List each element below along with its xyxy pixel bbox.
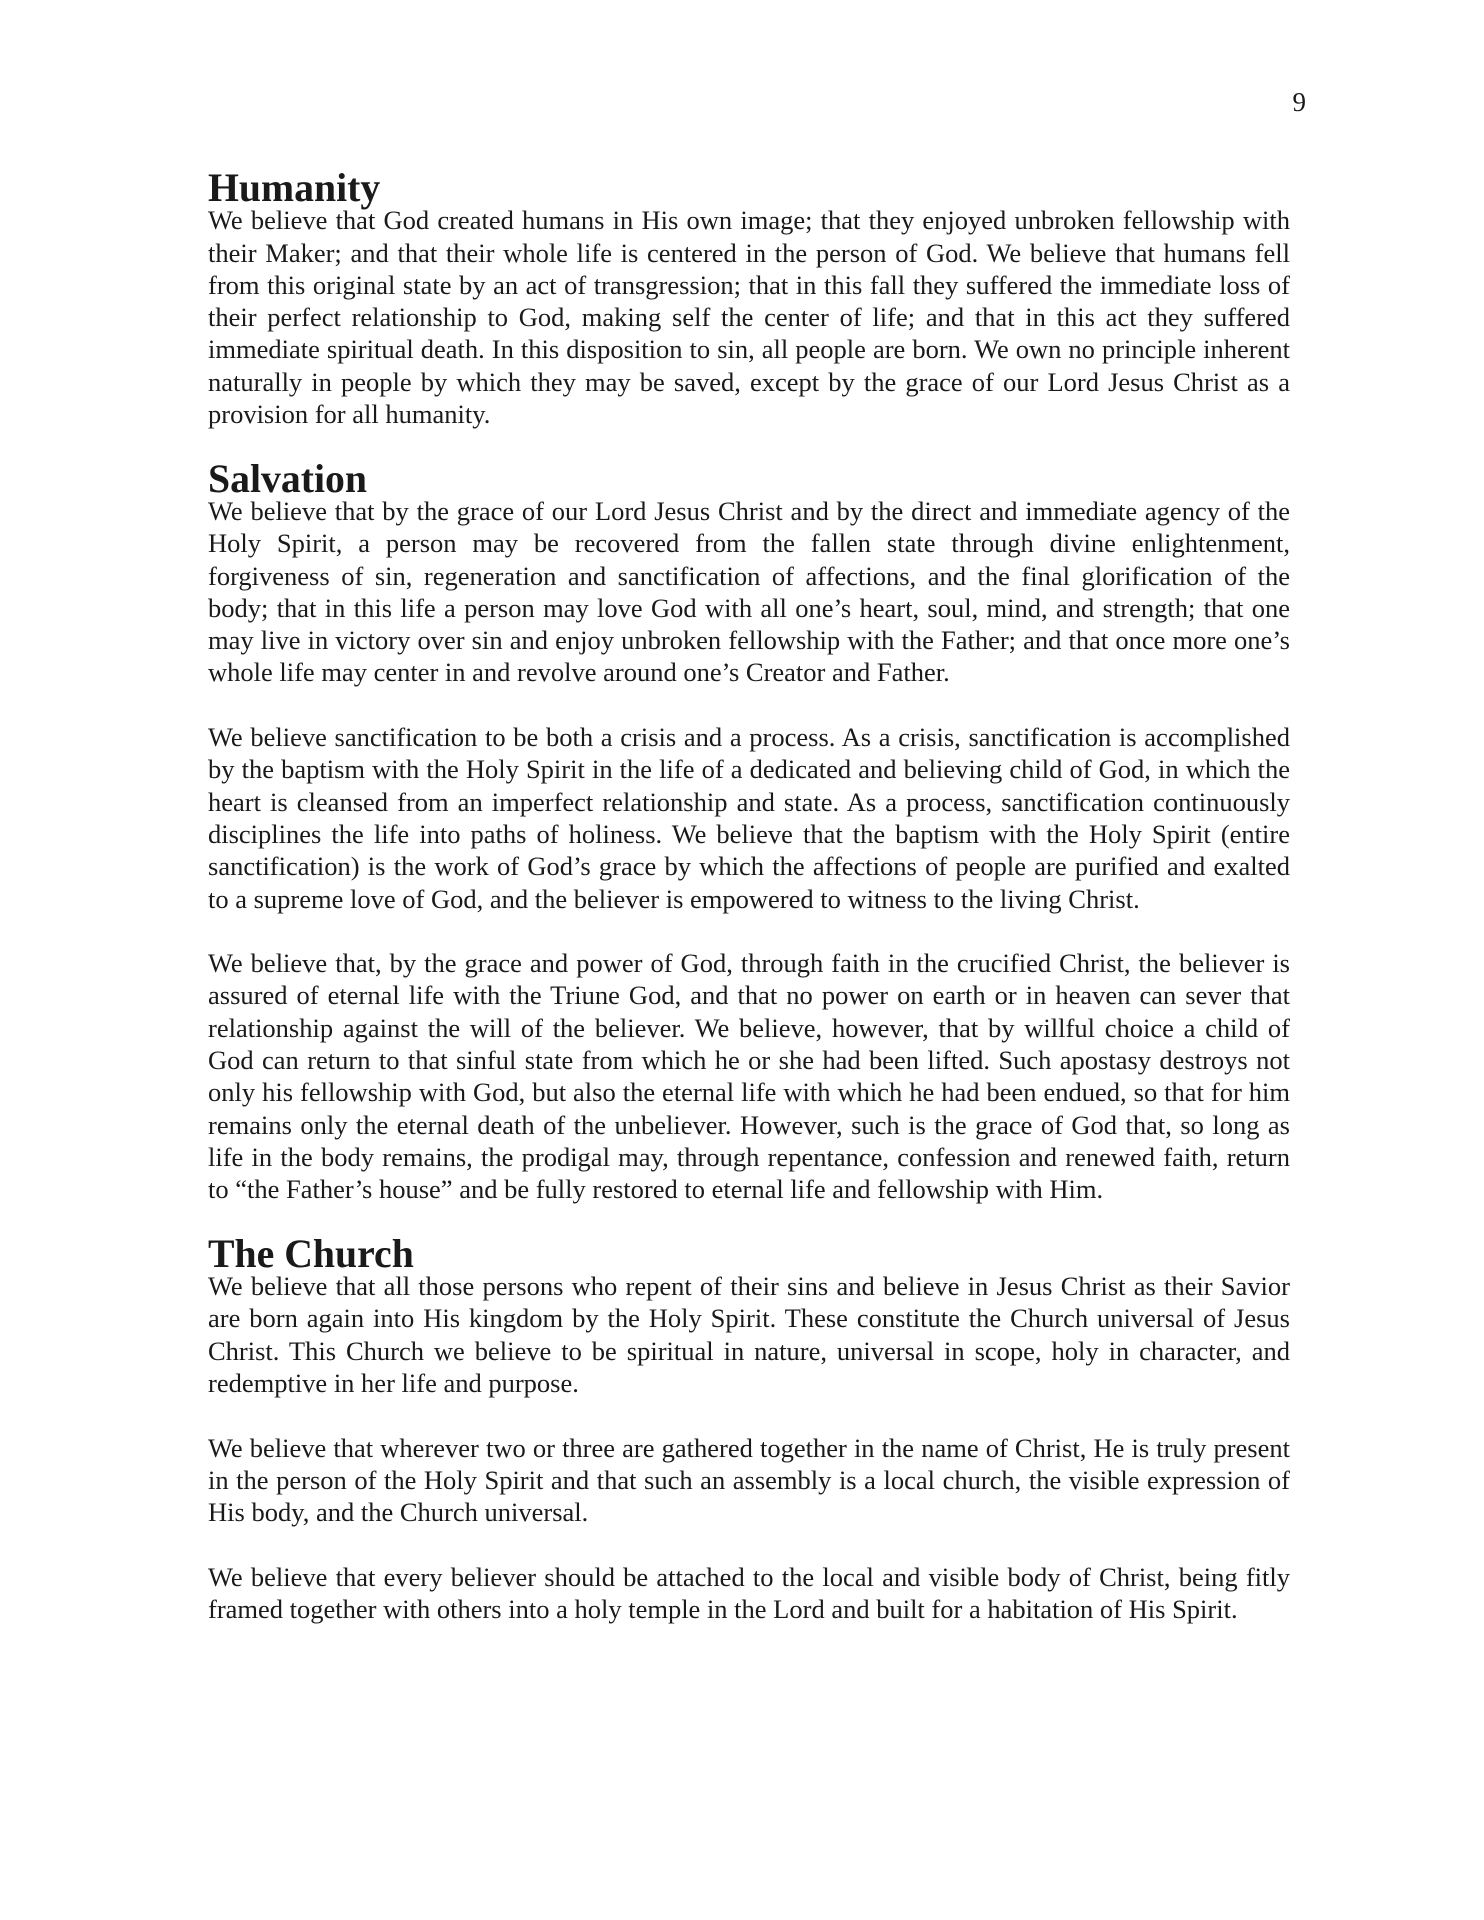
church-paragraph-1: We believe that all those persons who repent of their sins and believe in Jesus Christ as their Savior are born again into His kingdom by the Holy Spirit. These constitute the Church universal of Jesus Christ. This Church we believe to be spiritual in nature, universal in scope, holy in character, and redemptive in her life and purpose. bbox=[208, 1271, 1290, 1398]
section-heading-humanity: Humanity bbox=[208, 166, 381, 210]
salvation-paragraph-1: We believe that by the grace of our Lord Jesus Christ and by the direct and immediate agency of the Holy Spirit, a person may be recovered from the fallen state through divine enlightenment, forgiveness of sin, regeneration and sanctification of affections, and the final glorification of the body; that in this life a person may love God with all one’s heart, soul, mind, and strength; that one may live in victory over sin and enjoy unbroken fellowship with the Father; and that once more one’s whole life may center in and revolve around one’s Creator and Father. bbox=[208, 495, 1290, 688]
section-spacer bbox=[208, 430, 1290, 462]
church-paragraph-2: We believe that wherever two or three are gathered together in the name of Christ, He is truly present in the person of the Holy Spirit and that such an assembly is a local church, the visible expression of His body, and the Church universal. bbox=[208, 1432, 1290, 1528]
section-the-church bbox=[208, 1231, 1290, 1626]
paragraph-spacer bbox=[208, 689, 1290, 721]
section-heading-salvation: Salvation bbox=[208, 456, 368, 501]
humanity-paragraph-1: We believe that God created humans in His own image; that they enjoyed unbroken fellowship with their Maker; and that their whole life is centered in the person of God. We believe that humans fell from this original state by an act of transgression; that in this fall they suffered the immediate loss of their perfect relationship to God, making self the center of life; and that in this act they suffered immediate spiritual death. In this disposition to sin, all people are born. We own no principle inherent naturally in people by which they may be saved, except by the grace of our Lord Jesus Christ as a provision for all humanity. bbox=[208, 205, 1290, 430]
document-body bbox=[208, 166, 1290, 1625]
paragraph-spacer bbox=[208, 1528, 1290, 1560]
section-humanity bbox=[208, 166, 1290, 430]
salvation-paragraph-3: We believe that, by the grace and power of God, through faith in the crucified Christ, the believer is assured of eternal life with the Triune God, and that no power on earth or in heaven can sever that relationship against the will of the believer. We believe, however, that by willful choice a child of God can return to that sinful state from which he or she had been lifted. Such apostasy destroys not only his fellowship with God, but also the eternal life with which he had been endued, so that for him remains only the eternal death of the unbeliever. However, such is the grace of God that, so long as life in the body remains, the prodigal may, through repentance, confession and renewed faith, return to “the Father’s house” and be fully restored to eternal life and fellowship with Him. bbox=[208, 948, 1290, 1205]
section-heading-the-church: The Church bbox=[208, 1231, 414, 1276]
section-salvation bbox=[208, 456, 1290, 1206]
paragraph-spacer bbox=[208, 915, 1290, 947]
paragraph-spacer bbox=[208, 1399, 1290, 1431]
salvation-paragraph-2: We believe sanctification to be both a crisis and a process. As a crisis, sanctification is accomplished by the baptism with the Holy Spirit in the life of a dedicated and believing child of God, in which the heart is cleansed from an imperfect relationship and state. As a process, sanctification continuously disciplines the life into paths of holiness. We believe that the baptism with the Holy Spirit (entire sanctification) is the work of God’s grace by which the affections of people are purified and exalted to a supreme love of God, and the believer is empowered to witness to the living Christ. bbox=[208, 722, 1290, 914]
page-number: 9 bbox=[1292, 87, 1306, 117]
church-paragraph-3: We believe that every believer should be attached to the local and visible body of Christ, being fitly framed together with others into a holy temple in the Lord and built for a habitation of His Spirit. bbox=[208, 1561, 1290, 1625]
